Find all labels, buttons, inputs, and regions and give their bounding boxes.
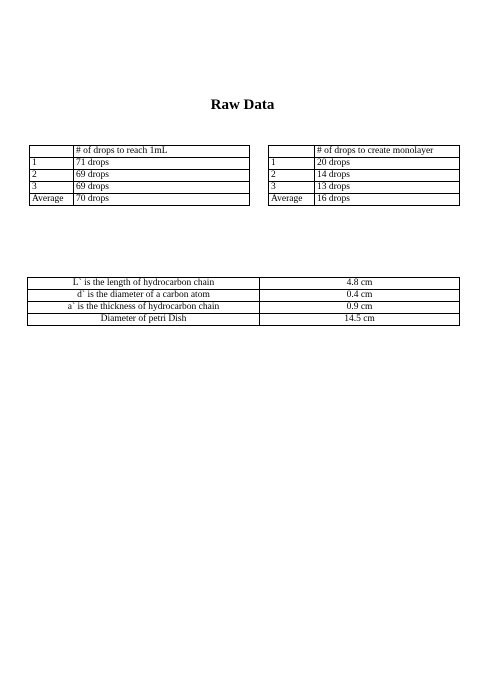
table-row <box>30 182 250 194</box>
table-cell <box>30 146 74 158</box>
table-cell: 70 drops <box>74 194 250 206</box>
table-cell: 14 drops <box>315 170 460 182</box>
table-cell: Diameter of petri Dish <box>28 314 260 326</box>
drops-to-1ml-table <box>29 145 250 206</box>
table-cell: 1 <box>30 158 74 170</box>
table-cell: 4.8 cm <box>260 278 460 290</box>
table-row <box>269 182 460 194</box>
table-cell: L` is the length of hydrocarbon chain <box>28 278 260 290</box>
table-cell: 16 drops <box>315 194 460 206</box>
table-row <box>269 170 460 182</box>
table-row <box>28 302 460 314</box>
table-row <box>269 158 460 170</box>
table-header-cell: # of drops to create monolayer <box>315 146 460 158</box>
table-row <box>30 158 250 170</box>
table-row <box>28 278 460 290</box>
table-header-row <box>30 146 250 158</box>
table-cell: 2 <box>30 170 74 182</box>
table-row <box>30 170 250 182</box>
table-header-row <box>269 146 460 158</box>
table-row <box>28 290 460 302</box>
table-cell: 3 <box>269 182 315 194</box>
table-cell: 3 <box>30 182 74 194</box>
table-cell: 71 drops <box>74 158 250 170</box>
table-cell: 1 <box>269 158 315 170</box>
table-row <box>269 194 460 206</box>
table-cell: 69 drops <box>74 182 250 194</box>
table-cell: 14.5 cm <box>260 314 460 326</box>
table-cell: a` is the thickness of hydrocarbon chain <box>28 302 260 314</box>
table-cell: 69 drops <box>74 170 250 182</box>
table-cell: Average <box>269 194 315 206</box>
table-cell: 0.4 cm <box>260 290 460 302</box>
table-row <box>30 194 250 206</box>
table-cell: d` is the diameter of a carbon atom <box>28 290 260 302</box>
table-cell <box>269 146 315 158</box>
table-header-cell: # of drops to reach 1mL <box>74 146 250 158</box>
table-cell: 0.9 cm <box>260 302 460 314</box>
table-cell: 2 <box>269 170 315 182</box>
table-row <box>28 314 460 326</box>
measurements-table <box>27 277 460 326</box>
table-cell: Average <box>30 194 74 206</box>
page-title: Raw Data <box>210 97 275 113</box>
drops-to-monolayer-table <box>268 145 460 206</box>
table-cell: 20 drops <box>315 158 460 170</box>
table-cell: 13 drops <box>315 182 460 194</box>
